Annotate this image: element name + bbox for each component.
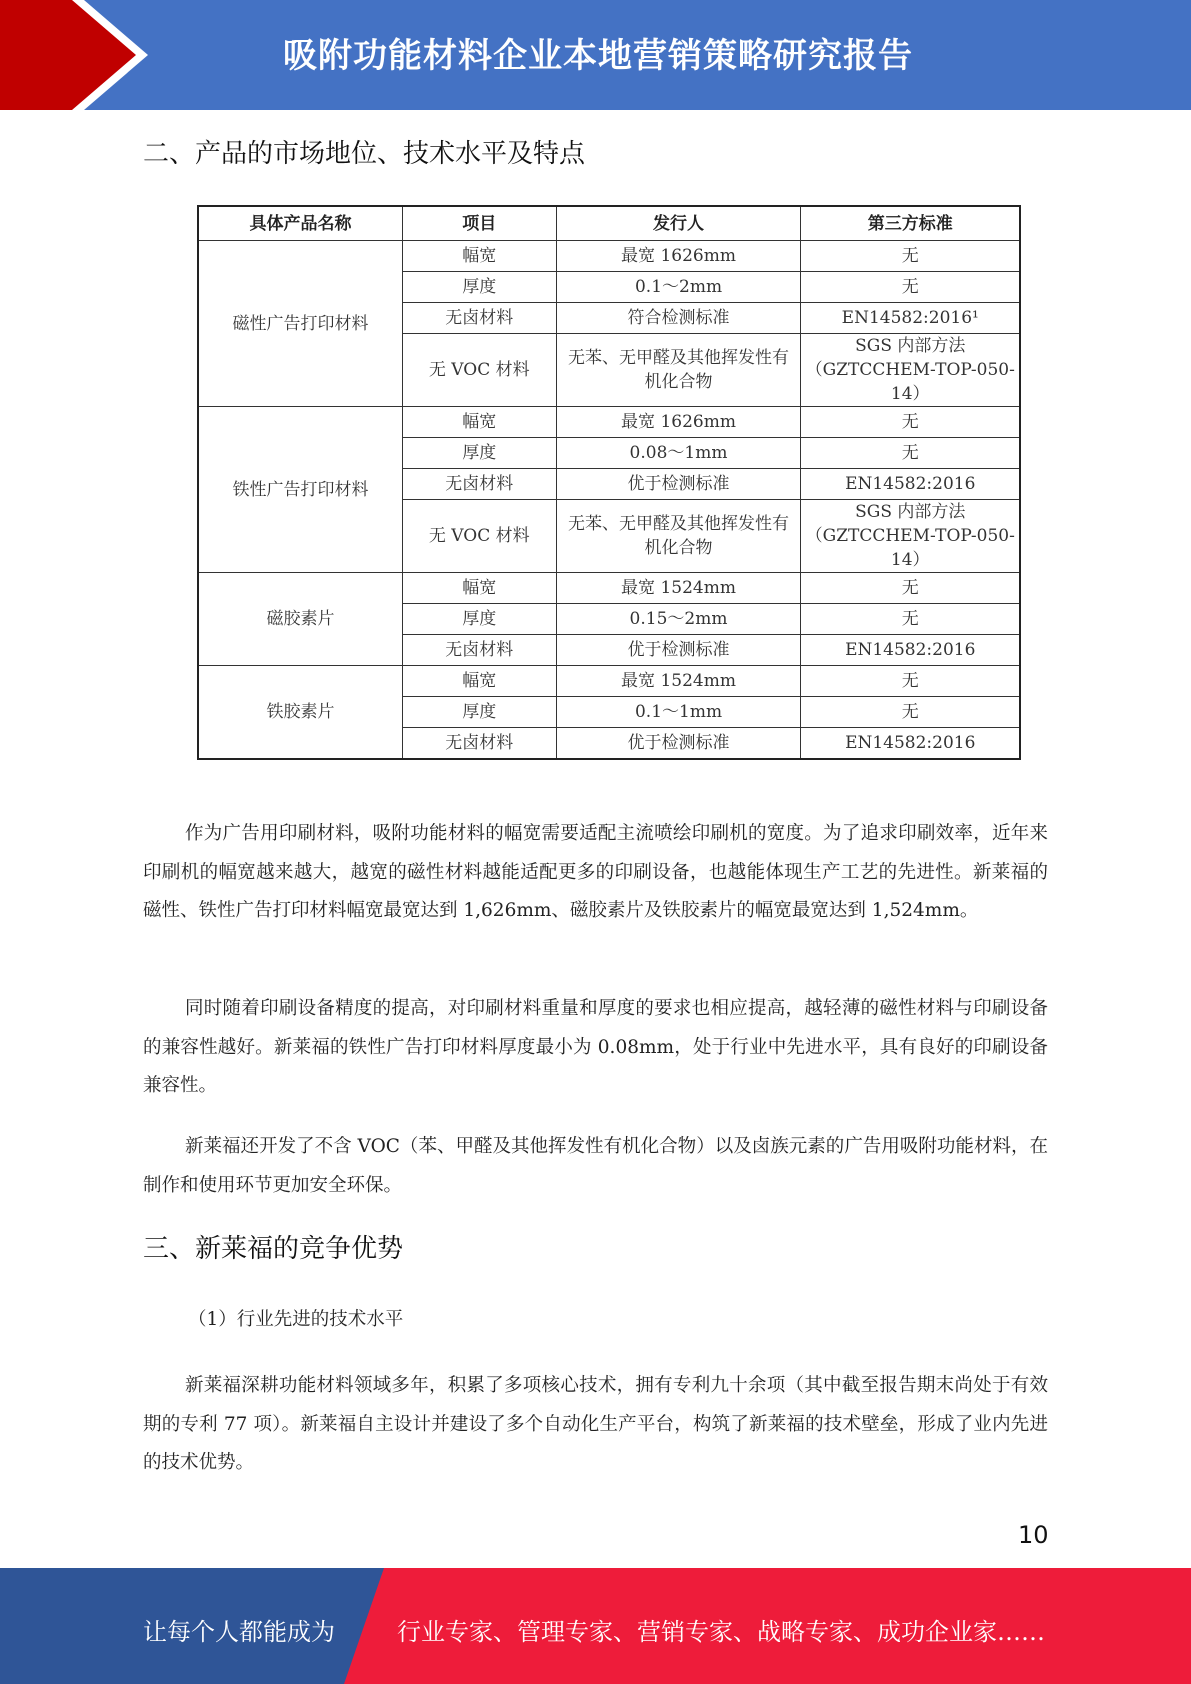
column-header: 项目 bbox=[402, 206, 556, 241]
table-cell: 无 bbox=[801, 407, 1020, 438]
footer-slogan-left: 让每个人都能成为 bbox=[143, 1618, 335, 1646]
table-cell: 幅宽 bbox=[402, 241, 556, 272]
table-cell: 0.1～1mm bbox=[556, 697, 801, 728]
product-spec-table bbox=[197, 205, 1021, 760]
table-cell: 最宽 1626mm bbox=[556, 241, 801, 272]
table-cell: 无 VOC 材料 bbox=[402, 334, 556, 407]
paragraph-width: 作为广告用印刷材料，吸附功能材料的幅宽需要适配主流喷绘印刷机的宽度。为了追求印刷效率，近年来印刷机的幅宽越来越大，越宽的磁性材料越能适配更多的印刷设备，也越能体现生产工艺的先进性。新莱福的磁性、铁性广告打印材料幅宽最宽达到 1,626mm、磁胶素片及铁胶素片的幅宽最宽达到 1,524mm。 bbox=[143, 823, 1048, 921]
table-cell: SGS 内部方法（GZTCCHEM-TOP-050-14） bbox=[801, 334, 1020, 407]
table-header-row bbox=[198, 206, 1020, 241]
table-cell: 幅宽 bbox=[402, 666, 556, 697]
column-header: 第三方标准 bbox=[801, 206, 1020, 241]
table-cell: 0.15～2mm bbox=[556, 604, 801, 635]
table-cell: 优于检测标准 bbox=[556, 728, 801, 760]
table-cell: 最宽 1626mm bbox=[556, 407, 801, 438]
table-row bbox=[198, 573, 1020, 604]
paragraph-voc: 新莱福还开发了不含 VOC（苯、甲醛及其他挥发性有机化合物）以及卤族元素的广告用吸附功能材料，在制作和使用环节更加安全环保。 bbox=[143, 1136, 1048, 1196]
column-header: 具体产品名称 bbox=[198, 206, 402, 241]
table-cell: 无卤材料 bbox=[402, 728, 556, 760]
table-row bbox=[198, 241, 1020, 272]
table-row bbox=[198, 407, 1020, 438]
page-header bbox=[0, 0, 1191, 110]
table-cell: 无 bbox=[801, 697, 1020, 728]
subsection-heading: （1）行业先进的技术水平 bbox=[188, 1309, 404, 1330]
table-cell: 无卤材料 bbox=[402, 635, 556, 666]
table-cell: 无 bbox=[801, 573, 1020, 604]
table-cell: EN14582:2016¹ bbox=[801, 303, 1020, 334]
table-cell: EN14582:2016 bbox=[801, 635, 1020, 666]
section-heading-competitive-advantage: 三、新莱福的竞争优势 bbox=[143, 1234, 404, 1264]
product-name-cell: 磁胶素片 bbox=[198, 573, 402, 666]
table-cell: 最宽 1524mm bbox=[556, 573, 801, 604]
table-cell: 无苯、无甲醛及其他挥发性有机化合物 bbox=[556, 334, 801, 407]
table-cell: 符合检测标准 bbox=[556, 303, 801, 334]
product-name-cell: 磁性广告打印材料 bbox=[198, 241, 402, 407]
table-cell: 无 bbox=[801, 241, 1020, 272]
header-arrow-decoration bbox=[0, 0, 150, 110]
product-name-cell: 铁胶素片 bbox=[198, 666, 402, 760]
table-cell: 无 bbox=[801, 272, 1020, 303]
table-cell: 厚度 bbox=[402, 438, 556, 469]
page-number: 10 bbox=[1018, 1521, 1049, 1549]
table-cell: 幅宽 bbox=[402, 407, 556, 438]
table-cell: 无卤材料 bbox=[402, 469, 556, 500]
table-cell: 无卤材料 bbox=[402, 303, 556, 334]
table-cell: EN14582:2016 bbox=[801, 469, 1020, 500]
table-cell: 无 bbox=[801, 666, 1020, 697]
table-cell: 0.08～1mm bbox=[556, 438, 801, 469]
table-cell: 幅宽 bbox=[402, 573, 556, 604]
report-title: 吸附功能材料企业本地营销策略研究报告 bbox=[283, 36, 913, 76]
table-cell: 最宽 1524mm bbox=[556, 666, 801, 697]
table-cell: 厚度 bbox=[402, 272, 556, 303]
table-cell: EN14582:2016 bbox=[801, 728, 1020, 760]
footer-slogan-right: 行业专家、管理专家、营销专家、战略专家、成功企业家…… bbox=[397, 1618, 1045, 1646]
table-cell: 优于检测标准 bbox=[556, 635, 801, 666]
paragraph-thickness: 同时随着印刷设备精度的提高，对印刷材料重量和厚度的要求也相应提高，越轻薄的磁性材料与印刷设备的兼容性越好。新莱福的铁性广告打印材料厚度最小为 0.08mm，处于行业中先进水平，具有良好的印刷设备兼容性。 bbox=[143, 998, 1048, 1096]
product-name-cell: 铁性广告打印材料 bbox=[198, 407, 402, 573]
table-cell: 无 bbox=[801, 438, 1020, 469]
table-row bbox=[198, 666, 1020, 697]
table-cell: 无苯、无甲醛及其他挥发性有机化合物 bbox=[556, 500, 801, 573]
paragraph-technology: 新莱福深耕功能材料领域多年，积累了多项核心技术，拥有专利九十余项（其中截至报告期末尚处于有效期的专利 77 项）。新莱福自主设计并建设了多个自动化生产平台，构筑了新莱福的技术壁垒，形成了业内先进的技术优势。 bbox=[143, 1375, 1048, 1473]
page-footer bbox=[0, 1568, 1191, 1684]
table-cell: SGS 内部方法（GZTCCHEM-TOP-050-14） bbox=[801, 500, 1020, 573]
column-header: 发行人 bbox=[556, 206, 801, 241]
table-cell: 厚度 bbox=[402, 604, 556, 635]
table-cell: 厚度 bbox=[402, 697, 556, 728]
table-cell: 无 VOC 材料 bbox=[402, 500, 556, 573]
table-cell: 优于检测标准 bbox=[556, 469, 801, 500]
table-cell: 无 bbox=[801, 604, 1020, 635]
table-cell: 0.1～2mm bbox=[556, 272, 801, 303]
section-heading-market-position: 二、产品的市场地位、技术水平及特点 bbox=[143, 139, 586, 169]
